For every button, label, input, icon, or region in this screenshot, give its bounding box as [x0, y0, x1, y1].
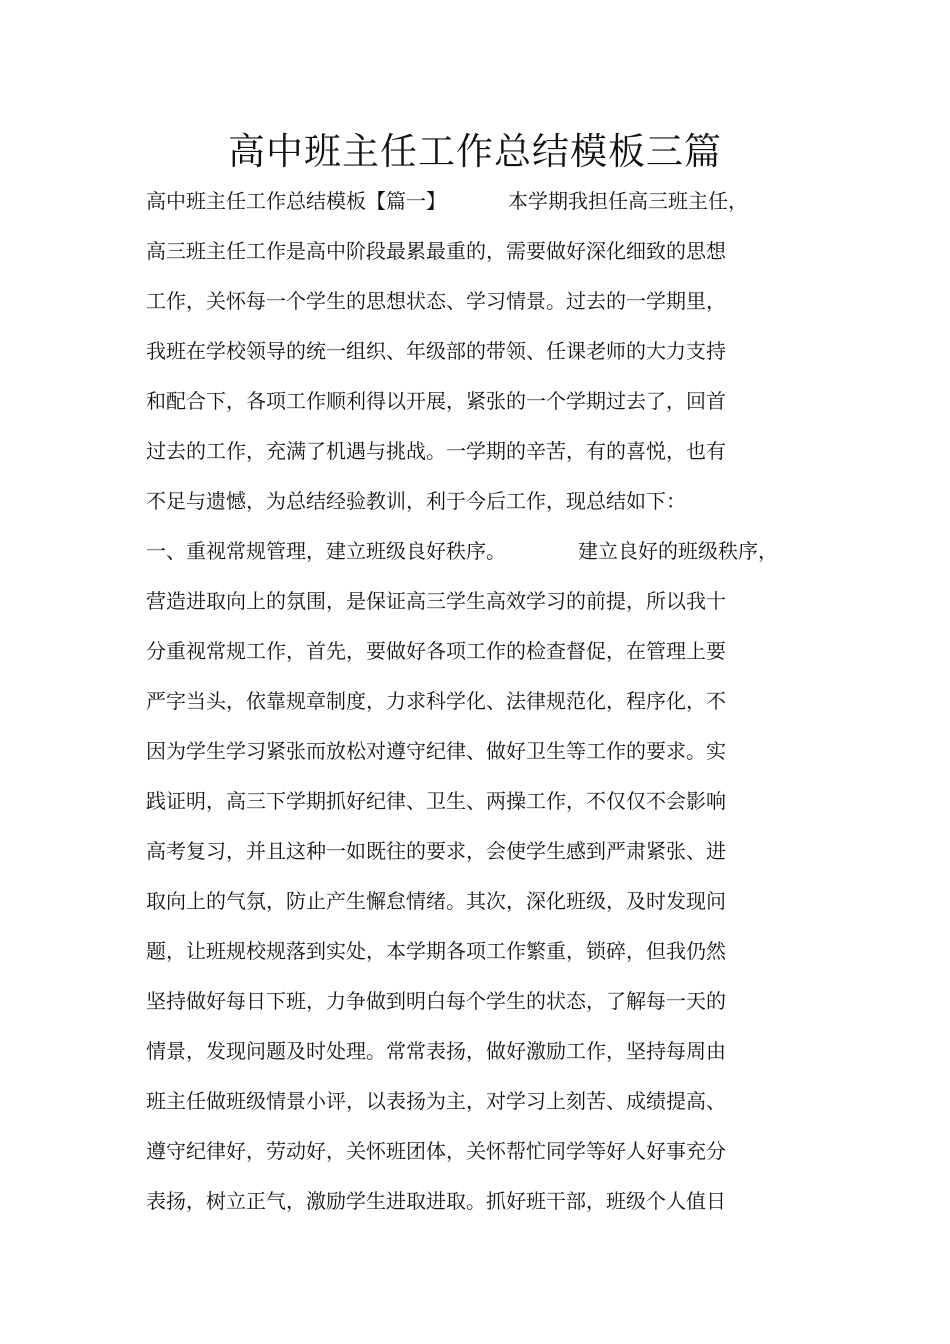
text-segment: 本学期我担任高三班主任，	[508, 189, 748, 213]
text-line-6: 过去的工作，充满了机遇与挑战。一学期的辛苦，有的喜悦，也有	[146, 439, 726, 463]
text-line-1	[146, 183, 826, 233]
text-line-19: 班主任做班级情景小评，以表扬为主，对学习上刻苦、成绩提高、	[146, 1089, 726, 1113]
text-segment: 建立良好的班级秩序，	[578, 539, 778, 563]
text-line-18: 情景，发现问题及时处理。常常表扬，做好激励工作，坚持每周由	[146, 1039, 726, 1063]
text-line-12: 因为学生学习紧张而放松对遵守纪律、做好卫生等工作的要求。实	[146, 739, 726, 763]
text-line-15: 取向上的气氛，防止产生懈怠情绪。其次，深化班级，及时发现问	[146, 889, 726, 913]
text-line-3: 工作，关怀每一个学生的思想状态、学习情景。过去的一学期里，	[146, 289, 726, 313]
text-line-14: 高考复习，并且这种一如既往的要求，会使学生感到严肃紧张、进	[146, 839, 726, 863]
text-line-9: 营造进取向上的氛围，是保证高三学生高效学习的前提，所以我十	[146, 589, 726, 613]
document-body	[146, 183, 826, 1233]
text-line-8	[146, 533, 826, 583]
text-line-11: 严字当头，依靠规章制度，力求科学化、法律规范化，程序化，不	[146, 689, 726, 713]
text-line-4: 我班在学校领导的统一组织、年级部的带领、任课老师的大力支持	[146, 339, 726, 363]
document-title: 高中班主任工作总结模板三篇	[228, 130, 722, 173]
text-line-16: 题，让班规校规落到实处，本学期各项工作繁重，锁碎，但我仍然	[146, 939, 726, 963]
text-line-2: 高三班主任工作是高中阶段最累最重的，需要做好深化细致的思想	[146, 239, 726, 263]
text-line-13: 践证明，高三下学期抓好纪律、卫生、两操工作，不仅仅不会影响	[146, 789, 726, 813]
text-line-20: 遵守纪律好，劳动好，关怀班团体，关怀帮忙同学等好人好事充分	[146, 1139, 726, 1163]
section-heading-text: 高中班主任工作总结模板【篇一】	[146, 189, 446, 213]
text-line-21: 表扬，树立正气，激励学生进取进取。抓好班干部，班级个人值日	[146, 1189, 726, 1213]
text-line-10: 分重视常规工作，首先，要做好各项工作的检查督促，在管理上要	[146, 639, 726, 663]
text-line-17: 坚持做好每日下班，力争做到明白每个学生的状态，了解每一天的	[146, 989, 726, 1013]
text-line-7: 不足与遗憾，为总结经验教训，利于今后工作，现总结如下：	[146, 489, 686, 513]
subsection-heading-text: 一、重视常规管理，建立班级良好秩序。	[146, 539, 506, 563]
text-line-5: 和配合下，各项工作顺利得以开展，紧张的一个学期过去了，回首	[146, 389, 726, 413]
